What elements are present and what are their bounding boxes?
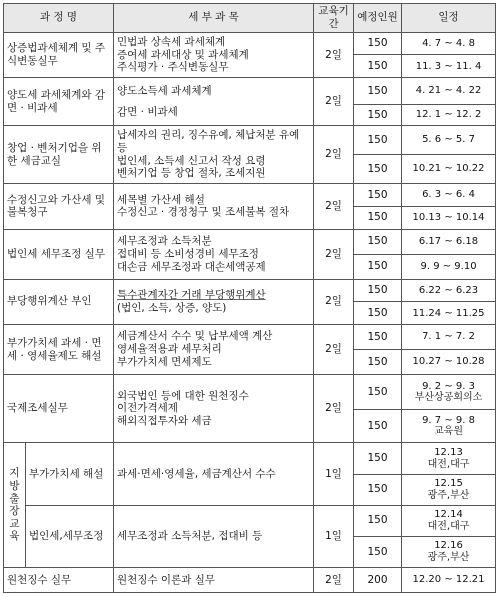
- session-count: 150: [354, 206, 402, 229]
- detail-line: 세무조정과 소득처분: [117, 234, 212, 247]
- course-details: 세무조정과 소득처분, 접대비 등: [114, 505, 314, 567]
- detail-line: (법인, 소득, 상증, 양도): [117, 301, 227, 314]
- table-row: [4, 505, 496, 536]
- detail-line: 영세율적용과 세무처리: [117, 343, 222, 356]
- course-name: 부가가치세 해설: [26, 443, 114, 505]
- course-name: 원천징수 실무: [4, 567, 114, 592]
- session-date: 4. 7 ~ 4. 8: [402, 32, 496, 55]
- session-place: 광주,부산: [427, 489, 470, 501]
- table-row: [4, 78, 496, 105]
- course-period: 2일: [314, 184, 354, 230]
- session-date: 11.24 ~ 11.25: [402, 302, 496, 325]
- detail-line: 감면 · 비과세: [117, 105, 178, 118]
- course-name: 부가가치세 과세 · 면세 · 영세율제도 해설: [4, 325, 114, 375]
- session-count: 150: [354, 32, 402, 55]
- session-place: 대전,대구: [427, 520, 470, 532]
- course-period: 2일: [314, 32, 354, 78]
- table-row: [4, 325, 496, 350]
- session-count: 150: [354, 302, 402, 325]
- session-date: 12.20 ~ 12.21: [402, 567, 496, 592]
- detail-line: 세목별 가산세 해설: [117, 193, 205, 206]
- session-count: 150: [354, 410, 402, 443]
- session-count: 150: [354, 375, 402, 410]
- session-count: 150: [354, 125, 402, 154]
- detail-line: 대손금 세무조정과 대손세액공제: [117, 260, 266, 273]
- course-name: 창업 · 벤처기업을 위한 세금교실: [4, 125, 114, 183]
- course-details: [114, 279, 314, 325]
- session-date: 6.17 ~ 6.18: [402, 229, 496, 254]
- session-count: 150: [354, 279, 402, 302]
- session-date: [402, 505, 496, 536]
- course-details: [114, 32, 314, 78]
- detail-line: 양도소득세 과세체계: [117, 84, 212, 97]
- session-count: 150: [354, 325, 402, 350]
- session-date: 12. 1 ~ 12. 2: [402, 105, 496, 126]
- detail-line: 주식평가 · 주식변동실무: [117, 61, 229, 74]
- detail-line: 민법과 상속세 과세체계: [117, 35, 226, 48]
- session-date: 5. 6 ~ 5. 7: [402, 125, 496, 154]
- header-schedule: 일정: [402, 4, 496, 33]
- session-date: 6. 3 ~ 6. 4: [402, 184, 496, 207]
- session-date: 11. 3 ~ 11. 4: [402, 55, 496, 78]
- detail-line: 수정신고 · 경정청구 및 조세불복 절차: [117, 206, 290, 219]
- session-date: 4. 21 ~ 4. 22: [402, 78, 496, 105]
- table-row: [4, 229, 496, 254]
- session-date: 7. 1 ~ 7. 2: [402, 325, 496, 350]
- session-count: 150: [354, 505, 402, 536]
- session-date-text: 12.16: [434, 540, 463, 552]
- detail-line: 벤처기업 등 창업 절차, 조세지원: [117, 167, 266, 180]
- session-date: 10.21 ~ 10.22: [402, 155, 496, 184]
- course-name: 수정신고와 가산세 및 불복청구: [4, 184, 114, 230]
- session-count: 200: [354, 567, 402, 592]
- detail-line: 부가가치세 면세제도: [117, 355, 212, 368]
- course-period: 2일: [314, 375, 354, 443]
- table-row: [4, 279, 496, 302]
- course-name: 국제조세실무: [4, 375, 114, 443]
- detail-line: 해외직접투자와 세금: [117, 415, 212, 428]
- course-name: 법인세,세무조정: [26, 505, 114, 567]
- course-details: [114, 184, 314, 230]
- session-date: [402, 375, 496, 410]
- detail-line: 외국법인 등에 대한 원천징수: [117, 389, 249, 402]
- detail-line: 증여세 과세대상 및 과세체계: [117, 48, 249, 61]
- session-place: 교육원: [434, 426, 463, 438]
- session-date: [402, 474, 496, 505]
- session-date: [402, 536, 496, 567]
- course-details: 원천징수 이론과 실무: [114, 567, 314, 592]
- session-count: 150: [354, 78, 402, 105]
- session-count: 150: [354, 474, 402, 505]
- header-period: 교육기간: [314, 4, 354, 33]
- table-row: [4, 32, 496, 55]
- course-period: 2일: [314, 279, 354, 325]
- session-count: 150: [354, 536, 402, 567]
- course-details: [114, 78, 314, 126]
- session-place: 광주,부산: [427, 551, 470, 563]
- detail-line: 접대비 등 소비성경비 세무조정: [117, 247, 259, 260]
- course-details: 과세·면세·영세율, 세금계산서 수수: [114, 443, 314, 505]
- course-name: 양도세 과세체계와 감면 · 비과세: [4, 78, 114, 126]
- session-date: 9. 9 ~ 9.10: [402, 254, 496, 279]
- course-period: 1일: [314, 443, 354, 505]
- session-count: 150: [354, 105, 402, 126]
- session-date-text: 9. 7 ~ 9. 8: [422, 414, 475, 426]
- session-date-text: 12.13: [434, 447, 463, 459]
- detail-line: 특수관계자간 거래 부당행위계산: [117, 289, 266, 302]
- session-date: 10.13 ~ 10.14: [402, 206, 496, 229]
- course-period: 2일: [314, 229, 354, 279]
- session-count: 150: [354, 155, 402, 184]
- schedule-table: [3, 3, 496, 593]
- table-row: [4, 184, 496, 207]
- course-details: [114, 375, 314, 443]
- table-row: [4, 125, 496, 154]
- header-detail: 세 부 과 목: [114, 4, 314, 33]
- session-date: [402, 410, 496, 443]
- session-date: 6.22 ~ 6.23: [402, 279, 496, 302]
- session-count: 150: [354, 350, 402, 375]
- header-course: 과 정 명: [4, 4, 114, 33]
- detail-line: 세금계산서 수수 및 납부세액 계산: [117, 330, 273, 343]
- session-count: 150: [354, 443, 402, 474]
- course-period: 2일: [314, 78, 354, 126]
- header-row: [4, 4, 496, 33]
- session-date-text: 12.15: [434, 478, 463, 490]
- session-count: 150: [354, 184, 402, 207]
- course-details: [114, 229, 314, 279]
- course-details: [114, 125, 314, 183]
- session-count: 150: [354, 254, 402, 279]
- table-row: [4, 443, 496, 474]
- course-period: 2일: [314, 325, 354, 375]
- session-date-text: 9. 2 ~ 9. 3: [422, 380, 475, 392]
- session-date: 10.27 ~ 10.28: [402, 350, 496, 375]
- course-name: 법인세 세무조정 실무: [4, 229, 114, 279]
- header-count: 예정인원: [354, 4, 402, 33]
- session-place: 대전,대구: [427, 458, 470, 470]
- course-details: [114, 325, 314, 375]
- session-date: [402, 443, 496, 474]
- session-place: 부산상공회의소: [414, 392, 483, 404]
- course-period: 2일: [314, 567, 354, 592]
- table-row: [4, 567, 496, 592]
- course-name: 부당행위계산 부인: [4, 279, 114, 325]
- session-count: 150: [354, 55, 402, 78]
- regional-label: 지방출장교육: [4, 443, 26, 568]
- table-row: [4, 375, 496, 410]
- detail-line: 법인세, 소득세 신고서 작성 요령: [117, 154, 266, 167]
- session-count: 150: [354, 229, 402, 254]
- session-date-text: 12.14: [434, 509, 463, 521]
- course-period: 1일: [314, 505, 354, 567]
- detail-line: 납세자의 권리, 징수유예, 체납처분 유예 등: [117, 128, 300, 154]
- course-name: 상증법과세체계 및 주식변동실무: [4, 32, 114, 78]
- course-period: 2일: [314, 125, 354, 183]
- detail-line: 이전가격세제: [117, 402, 178, 415]
